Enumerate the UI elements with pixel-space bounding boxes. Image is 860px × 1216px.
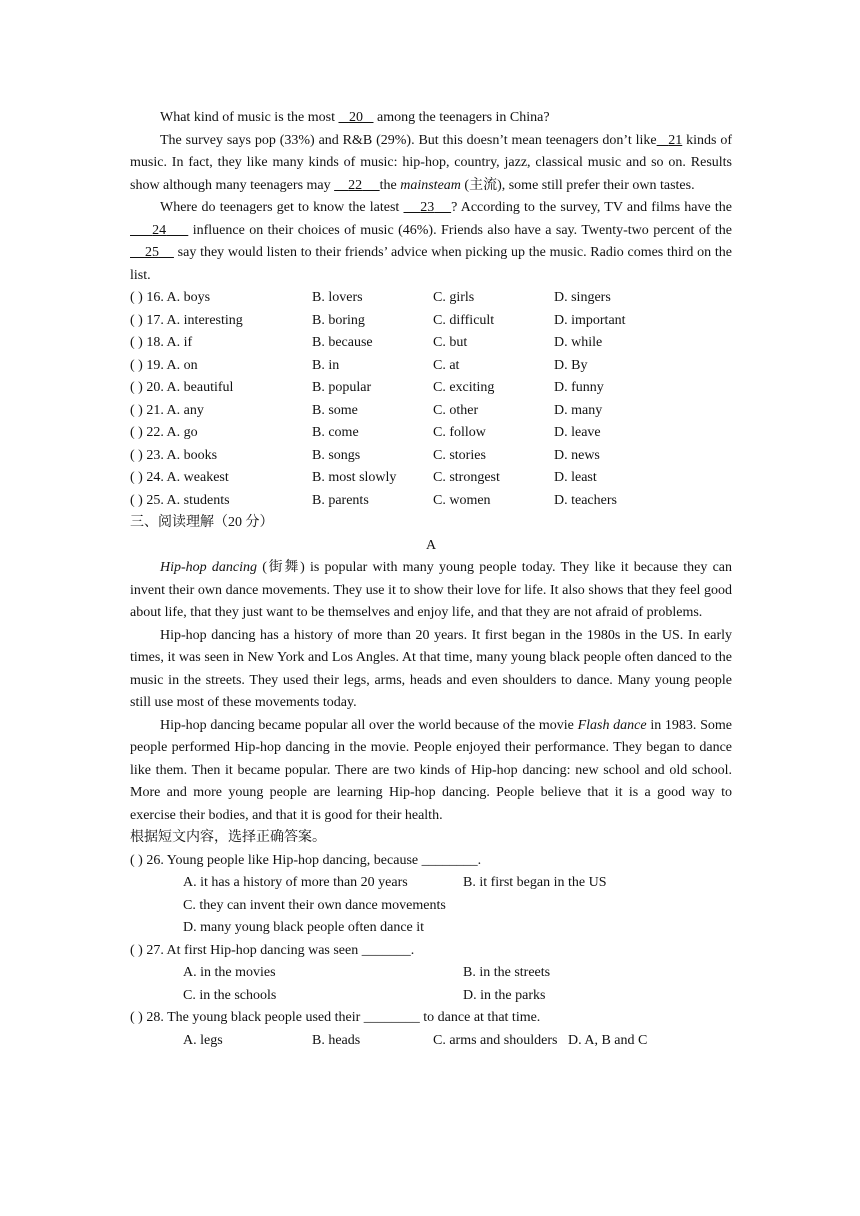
- question-row-25: ( ) 25. A. students B. parents C. women D. teachers: [130, 492, 617, 508]
- question-stem: ( ) 26. Young people like Hip-hop dancing, because ________.: [130, 852, 482, 868]
- blank-21: 21: [668, 132, 683, 148]
- option-b: B. heads: [312, 1032, 361, 1048]
- question-row-16: ( ) 16. A. boys B. lovers C. girls D. singers: [130, 290, 611, 305]
- question-row-18: ( ) 18. A. if B. because C. but D. while: [130, 335, 603, 350]
- option-a: A. in the movies: [183, 965, 276, 980]
- options-row: [130, 1030, 732, 1053]
- question-row-22: ( ) 22. A. go B. come C. follow D. leave: [130, 425, 601, 440]
- blank-22: 22: [348, 177, 363, 193]
- blank-20: 20: [348, 110, 363, 125]
- question-row-17: ( ) 17. A. interesting B. boring C. difficult D. important: [130, 312, 626, 328]
- question-stem: ( ) 27. At first Hip-hop dancing was seen _______.: [130, 942, 415, 958]
- question-row-21: ( ) 21. A. any B. some C. other D. many: [130, 402, 603, 418]
- cloze-question-list: [130, 287, 732, 512]
- blank-25: 25: [144, 245, 159, 260]
- question-row-23: ( ) 23. A. books B. songs C. stories D. news: [130, 447, 600, 463]
- options-row: [130, 985, 732, 1008]
- cloze-paragraph-1: What kind of music is the most 20 among the teenagers in China?: [160, 110, 550, 125]
- question-row-19: ( ) 19. A. on B. in C. at D. By: [130, 357, 588, 373]
- option-b: B. in the streets: [463, 965, 551, 980]
- options-row: [130, 962, 732, 985]
- passage-paragraph-2: Hip-hop dancing has a history of more than 20 years. It first began in the 1980s in the US. In early times, it was seen in New York and Los Angles. At that time, many young black people often danced to the music in the streets. They used their legs, arms, heads and even shoulders to dance. Many young people still use most of these movements today.: [130, 627, 732, 710]
- question-27: [130, 940, 732, 1008]
- option-b: B. it first began in the US: [463, 875, 607, 890]
- question-28: [130, 1007, 732, 1052]
- option-d: D. many young black people often dance it: [183, 920, 425, 935]
- question-row-24: ( ) 24. A. weakest B. most slowly C. strongest D. least: [130, 470, 597, 485]
- cloze-paragraph-3: Where do teenagers get to know the latest 23 ? According to the survey, TV and films have the 24 influence on their choices of music (46%). Friends also have a say. Twenty-two percent of the 25 say they would listen to their friends’ advice when picking up the music. Radio comes third on the list.: [130, 200, 733, 283]
- option-c: C. arms and shoulders: [433, 1032, 558, 1048]
- cloze-paragraph-2: The survey says pop (33%) and R&B (29%). But this doesn’t mean teenagers don’t like 21 kinds of music. In fact, they like many kinds of music: hip-hop, country, jazz, classical music and so on. Results show although many teenagers may 22 the mainsteam (主流), some still prefer their own tastes.: [130, 132, 733, 193]
- question-row-20: ( ) 20. A. beautiful B. popular C. exciting D. funny: [130, 380, 604, 395]
- question-stem: ( ) 28. The young black people used their ________ to dance at that time.: [130, 1010, 541, 1025]
- option-c: C. they can invent their own dance movements: [183, 897, 446, 913]
- option-d: D. A, B and C: [568, 1032, 648, 1048]
- instruction: 根据短文内容，选择正确答案。: [130, 830, 326, 845]
- passage-paragraph-3: Hip-hop dancing became popular all over the world because of the movie Flash dance in 1983. Some people performed Hip-hop dancing in the movie. People enjoyed their performance. They began to dance like them. Then it became popular. There are two kinds of Hip-hop dancing: new school and old school. More and more young people are learning Hip-hop dancing. People believe that it is a good way to exercise their bodies, and that it is good for their health.: [130, 717, 733, 823]
- option-d: D. in the parks: [463, 987, 546, 1003]
- option-a: A. it has a history of more than 20 years: [183, 875, 408, 890]
- blank-24: 24: [152, 222, 167, 238]
- question-26: [130, 850, 732, 940]
- passage-paragraph-1: Hip-hop dancing (街舞) is popular with many young people today. They like it because they can invent their own dance movements. They use it to show their love for life. It also shows that they feel good about life, that they just want to be themselves and enjoy life, and that they are not afraid of problems.: [130, 560, 732, 620]
- option-a: A. legs: [183, 1032, 223, 1048]
- section-title: 三、阅读理解（20 分）: [130, 515, 274, 530]
- worksheet-page: [130, 107, 732, 1052]
- option-c: C. in the schools: [183, 987, 277, 1003]
- options-row: [130, 872, 732, 895]
- blank-23: 23: [420, 200, 435, 215]
- passage-label: A: [425, 537, 437, 553]
